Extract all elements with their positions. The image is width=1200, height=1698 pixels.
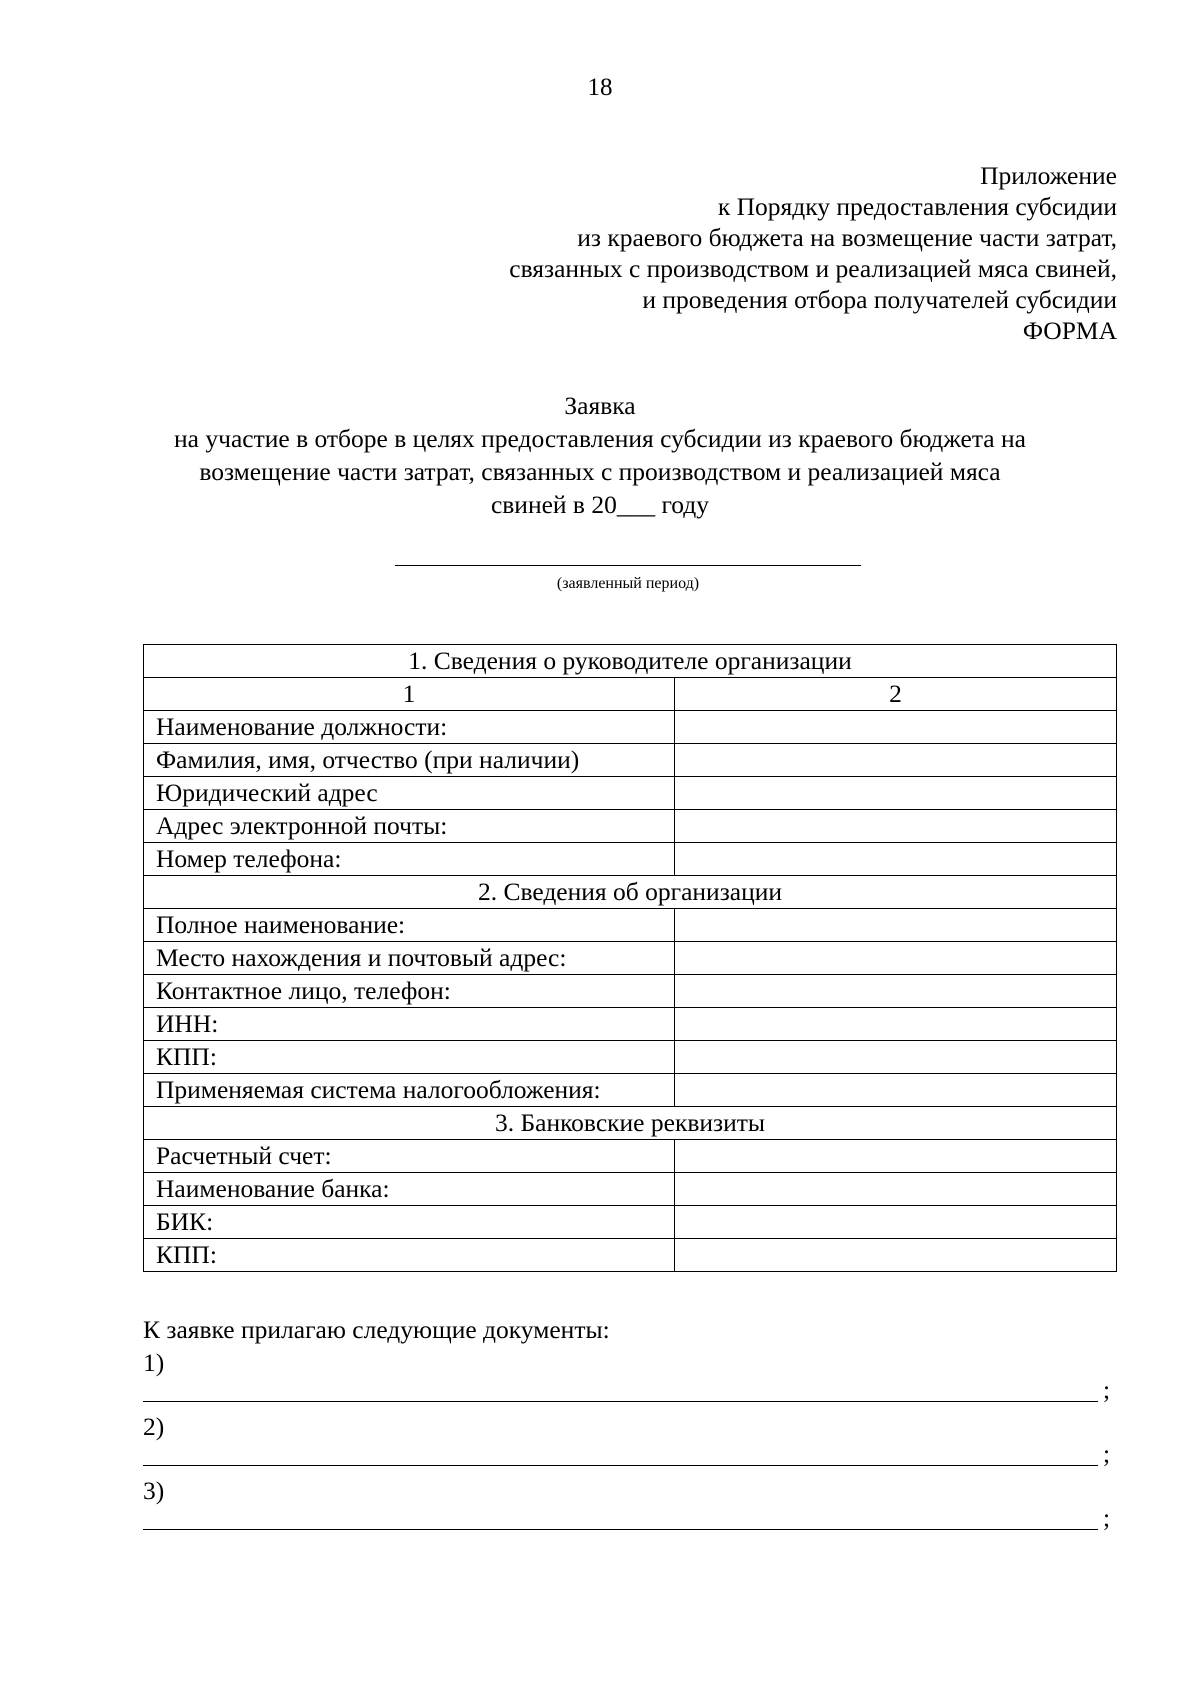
appendix-line: из краевого бюджета на возмещение части затрат, <box>577 223 1117 252</box>
table-row <box>144 1041 1117 1074</box>
field-label: КПП: <box>144 1041 675 1074</box>
table-row <box>144 1008 1117 1041</box>
section-3-title: 3. Банковские реквизиты <box>144 1107 1117 1140</box>
field-value-cell[interactable] <box>675 1008 1117 1041</box>
table-row <box>144 744 1117 777</box>
field-value-cell[interactable] <box>675 777 1117 810</box>
form-label: ФОРМА <box>1022 316 1117 345</box>
section-1-title: 1. Сведения о руководителе организации <box>144 645 1117 678</box>
field-label: Юридический адрес <box>144 777 675 810</box>
document-fill-line[interactable] <box>143 1465 1098 1466</box>
section-2-title: 2. Сведения об организации <box>144 876 1117 909</box>
field-label: Место нахождения и почтовый адрес: <box>144 942 675 975</box>
document-item-terminator: ; <box>1103 1439 1111 1468</box>
field-label: ИНН: <box>144 1008 675 1041</box>
document-item-number: 1) <box>143 1348 165 1377</box>
table-row <box>144 942 1117 975</box>
column-2-number: 2 <box>675 678 1117 711</box>
field-label: Применяемая система налогообложения: <box>144 1074 675 1107</box>
appendix-line: и проведения отбора получателей субсидии <box>642 285 1117 314</box>
field-value-cell[interactable] <box>675 843 1117 876</box>
field-label: КПП: <box>144 1239 675 1272</box>
column-number-row <box>144 678 1117 711</box>
column-1-number: 1 <box>144 678 675 711</box>
table-row <box>144 1206 1117 1239</box>
document-item <box>143 1348 1123 1412</box>
field-value-cell[interactable] <box>675 1074 1117 1107</box>
document-item-terminator: ; <box>1103 1503 1111 1532</box>
document-item <box>143 1476 1123 1540</box>
application-title <box>0 389 1200 521</box>
documents-intro: К заявке прилагаю следующие документы: <box>143 1315 610 1344</box>
table-row <box>144 711 1117 744</box>
period-fill-line[interactable] <box>395 565 861 566</box>
title-line: возмещение части затрат, связанных с производством и реализацией мяса <box>199 457 1001 486</box>
field-value-cell[interactable] <box>675 1041 1117 1074</box>
section-header-row <box>144 1107 1117 1140</box>
document-fill-line[interactable] <box>143 1401 1098 1402</box>
title-heading: Заявка <box>564 391 636 420</box>
field-value-cell[interactable] <box>675 810 1117 843</box>
field-value-cell[interactable] <box>675 1239 1117 1272</box>
document-item <box>143 1412 1123 1476</box>
field-value-cell[interactable] <box>675 942 1117 975</box>
field-value-cell[interactable] <box>675 909 1117 942</box>
section-header-row <box>144 645 1117 678</box>
field-label: Наименование банка: <box>144 1173 675 1206</box>
page-number: 18 <box>587 74 613 101</box>
table-row <box>144 975 1117 1008</box>
document-item-terminator: ; <box>1103 1375 1111 1404</box>
period-caption: (заявленный период) <box>556 575 700 592</box>
field-label: Фамилия, имя, отчество (при наличии) <box>144 744 675 777</box>
table-row <box>144 810 1117 843</box>
field-label: Адрес электронной почты: <box>144 810 675 843</box>
table-row <box>144 1239 1117 1272</box>
section-header-row <box>144 876 1117 909</box>
appendix-line: к Порядку предоставления субсидии <box>717 192 1117 221</box>
field-value-cell[interactable] <box>675 1140 1117 1173</box>
field-label: Расчетный счет: <box>144 1140 675 1173</box>
field-value-cell[interactable] <box>675 1206 1117 1239</box>
table-row <box>144 909 1117 942</box>
field-value-cell[interactable] <box>675 744 1117 777</box>
appendix-header <box>357 160 1117 346</box>
application-form-table <box>143 644 1117 1272</box>
table-row <box>144 1074 1117 1107</box>
field-value-cell[interactable] <box>675 975 1117 1008</box>
field-label: Полное наименование: <box>144 909 675 942</box>
title-line: свиней в 20___ году <box>490 490 710 519</box>
table-row <box>144 777 1117 810</box>
field-label: Наименование должности: <box>144 711 675 744</box>
document-fill-line[interactable] <box>143 1529 1098 1530</box>
title-line: на участие в отборе в целях предоставления субсидии из краевого бюджета на <box>174 424 1026 453</box>
document-item-number: 3) <box>143 1476 165 1505</box>
appendix-line: связанных с производством и реализацией мяса свиней, <box>509 254 1117 283</box>
appendix-line: Приложение <box>980 161 1117 190</box>
field-label: Номер телефона: <box>144 843 675 876</box>
field-label: БИК: <box>144 1206 675 1239</box>
table-row <box>144 1140 1117 1173</box>
table-row <box>144 1173 1117 1206</box>
field-value-cell[interactable] <box>675 1173 1117 1206</box>
field-label: Контактное лицо, телефон: <box>144 975 675 1008</box>
table-row <box>144 843 1117 876</box>
field-value-cell[interactable] <box>675 711 1117 744</box>
document-item-number: 2) <box>143 1412 165 1441</box>
